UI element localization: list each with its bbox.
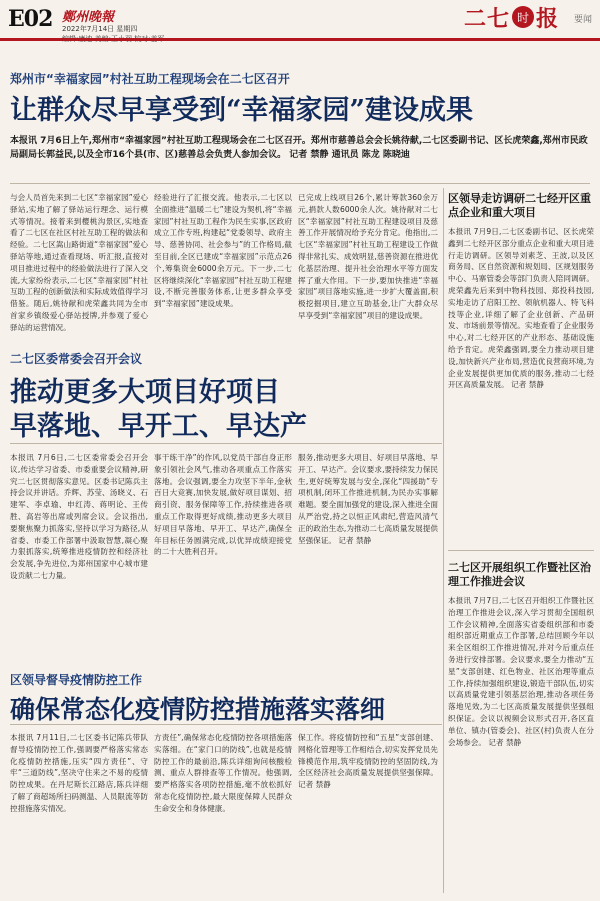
article3-kicker: 区领导督导疫情防控工作	[10, 673, 143, 687]
divider	[448, 550, 594, 551]
divider	[10, 443, 442, 444]
article3-column-2: 方责任”,确保常态化疫情防控各项措施落实落细。在“家门口的防线”,也就是疫情防控工作的最前沿,陈兵详细询问核酸检测、重点人群排查等工作情况。他强调,要严格落实各项防控措施,毫不放松抓好常态化疫情防控,最大限度保障人民群众生命安全和身体健康。	[154, 733, 292, 813]
article2-headline-line1: 推动更多大项目好项目	[10, 377, 280, 408]
article2-column-2: 事干练干净”的作风,以党员干部自身正形象引领社会风气,推动各项重点工作落实落地。会议强调,要全力攻坚下半年,金秋百日大竞赛,加快发展,做好项目谋划、招商引资、服务保障等工作,持续推进各项重点工作取得更好成绩,推动更多大项目好项目早落地、早开工、早达产,确保全年目标任务圆满完成,以优异成绩迎接党的二十大胜利召开。	[154, 453, 292, 557]
header-rule	[0, 38, 600, 41]
article3-headline: 确保常态化疫情防控措施落实落细	[10, 695, 386, 724]
issue-meta	[62, 24, 292, 44]
article2-headline-line2: 早落地、早开工、早达产	[10, 411, 307, 442]
article1-column-2: 经验进行了汇报交流。他表示,二七区以全面推进“温暖二七”建设为契机,将“幸福家园”村社互助工程作为民生实事,区政府成立工作专班,构建起“党委领导、政府主导、慈善协同、社会参与”的工作格局,截至目前,全区已建成“幸福家园”示范点26个,筹集资金6000余万元。下一步,二七区将继续深化“幸福家园”村社互助工程建设,不断完善服务体系,让更多群众享受到“幸福家园”建设成果。	[154, 193, 292, 309]
article1-kicker: 郑州市“幸福家园”村社互助工程现场会在二七区召开	[10, 72, 290, 86]
column-divider	[443, 188, 444, 893]
article3-column-3: 保工作。将疫情防控和“五星”支部创建、网格化管理等工作相结合,切实发挥党员先锋模范作用,筑牢疫情防控的坚固防线,为全区经济社会高质量发展提供坚强保障。 记者 禁静	[298, 733, 438, 790]
brand-badge: 时	[512, 6, 534, 28]
newspaper-logo: 鄭州晚報	[62, 10, 115, 25]
article3-column-1: 本报讯 7月11日,二七区委书记陈兵带队督导疫情防控工作,强调要严格落实常态化疫情防控措施,压实“四方责任”、守牢“三道防线”,坚决守住来之不易的疫情防控成果。在丹尼斯长江路店,陈兵详细了解了商超场所扫码测温、人员限流等防控措施落实情况。	[10, 733, 148, 813]
article1-headline: 让群众尽早享受到“幸福家园”建设成果	[10, 95, 474, 126]
article1-column-1: 与会人员首先来到二七区“幸福家园”爱心驿站,实地了解了驿站运行理念、运行模式等情况。接着来到樱桃沟景区,实地查看了二七区在社区村社互助工程的做法和经验。二七区嵩山路街道“幸福家园”爱心驿站等地,通过查看现场、听汇报,直接对项目推进过程中的经验做法进行了深入交流,大家纷纷表示,二七区“幸福家园”村社互助工程的创新做法和实际成效值得学习借鉴。随后,姚待献和虎荣鑫共同为全市首家乡镇级爱心驿站授牌,并参观了爱心驿站的运营情况。	[10, 193, 148, 332]
brief2-headline: 二七区开展组织工作暨社区治理工作推进会议	[448, 561, 591, 588]
article2-kicker: 二七区委常委会召开会议	[10, 352, 143, 366]
issue-date: 2022年7月14日 星期四	[62, 25, 138, 33]
article1-lead: 本报讯 7月6日上午,郑州市“幸福家园”村社互助工程现场会在二七区召开。郑州市慈善总会会长姚待献,二七区委副书记、区长虎荣鑫,郑州市民政局副局长郭益民,以及全市16个县(市、区)慈善总会负责人参加会议。 记者 禁静 通讯员 陈龙 陈晓迪	[10, 136, 588, 160]
section-label: 要闻	[573, 15, 592, 25]
brief2-body: 本报讯 7月7日,二七区召开组织工作暨社区治理工作推进会议,深入学习贯彻全国组织工作会议精神,全面落实省委组织部和市委组织部近期重点工作部署,总结回顾今年以来全区组织工作推进情况,并对今后重点任务进行安排部署。会议要求,要全力推动“五星”支部创建、红色物业、社区治理等重点工作,持续加强组织建设,锻造干部队伍,切实以高质量党建引领基层治理,推动各项任务落地见效,为二七区高质量发展提供坚强组织保证。会议以视频会议形式召开,各区直单位、镇办(管委会)、社区(村)负责人在分会场参会。 记者 禁静	[448, 596, 594, 747]
brand-right: 报	[535, 5, 558, 32]
brief1-headline: 区领导走访调研二七经开区重点企业和重大项目	[448, 192, 591, 219]
page-number: E02	[8, 6, 53, 32]
brief1-body: 本报讯 7月9日,二七区委副书记、区长虎荣鑫到二七经开区部分重点企业和重大项目进行走访调研。区领导刘素芝、王波,以及区商务局、区自然资源和规划局、区规划服务中心、马寨管委会等部门负责人陪同调研。虎荣鑫先后来到中物科技园、郑投科技园,实地走访了启阳工控、领航机器人、特飞科技等企业,详细了解了企业创新、产品研发、市场前景等情况。实地查看了企业服务中心,对二七经开区的产业形态、基础设施给予肯定。虎荣鑫强调,要全力推动项目建设,加快新兴产业布局,营造优良营商环境,为企业发展提供更加优质的服务,推动二七经开区高质量发展。 记者 禁静	[448, 227, 594, 390]
divider	[10, 183, 590, 184]
article2-column-1: 本报讯 7月6日,二七区委常委会召开会议,传达学习省委、市委重要会议精神,研究二七区贯彻落实意见。区委书记陈兵主持会议并讲话。乔辉、苏莹、汤晓义、石建军、李卓瑜、申红涛、蒋明论、王传胜、高岩等出席或列席会议。会议指出,要聚焦聚力抓落实,坚持以学习为路径,从省委、市委工作部署中汲取智慧,凝心聚力狠抓落实,统筹推进疫情防控和经济社会发展,争先进位,为郑州国家中心城市建设贡献二七力量。	[10, 453, 148, 580]
article1-column-3: 已完成上线项目26个,累计筹款360余万元,捐款人数6000余人次。姚待献对二七区“幸福家园”村社互助工程建设项目及慈善工作开展情况给予充分肯定。他指出,二七区“幸福家园”村社互助工程建设工作做得非常扎实、成效明显,慈善资源在推进优化基层治理、提升社会治理水平等方面发挥了重大作用。下一步,要加快推进“幸福家园”项目落地实施,进一步扩大覆盖面,积极挖掘项目,建立互助基金,让广大群众尽早享受到“幸福家园”项目的建设成果。	[298, 193, 438, 320]
section-brand	[464, 4, 558, 30]
brand-left: 二七	[463, 5, 510, 32]
article2-column-3: 服务,推动更多大项目、好项目早落地、早开工、早达产。会议要求,要持续发力保民生,更好统筹发展与安全,深化“四援助”专项机制,闭环工作推进机制,为民办实事解难题。要全面加强党的建设,深入推进全面从严治党,持之以恒正风肃纪,营造风清气正的政治生态,为推动二七高质量发展提供坚强保证。 记者 禁静	[298, 453, 438, 545]
divider	[10, 724, 442, 725]
sidebar-briefs	[448, 192, 594, 892]
